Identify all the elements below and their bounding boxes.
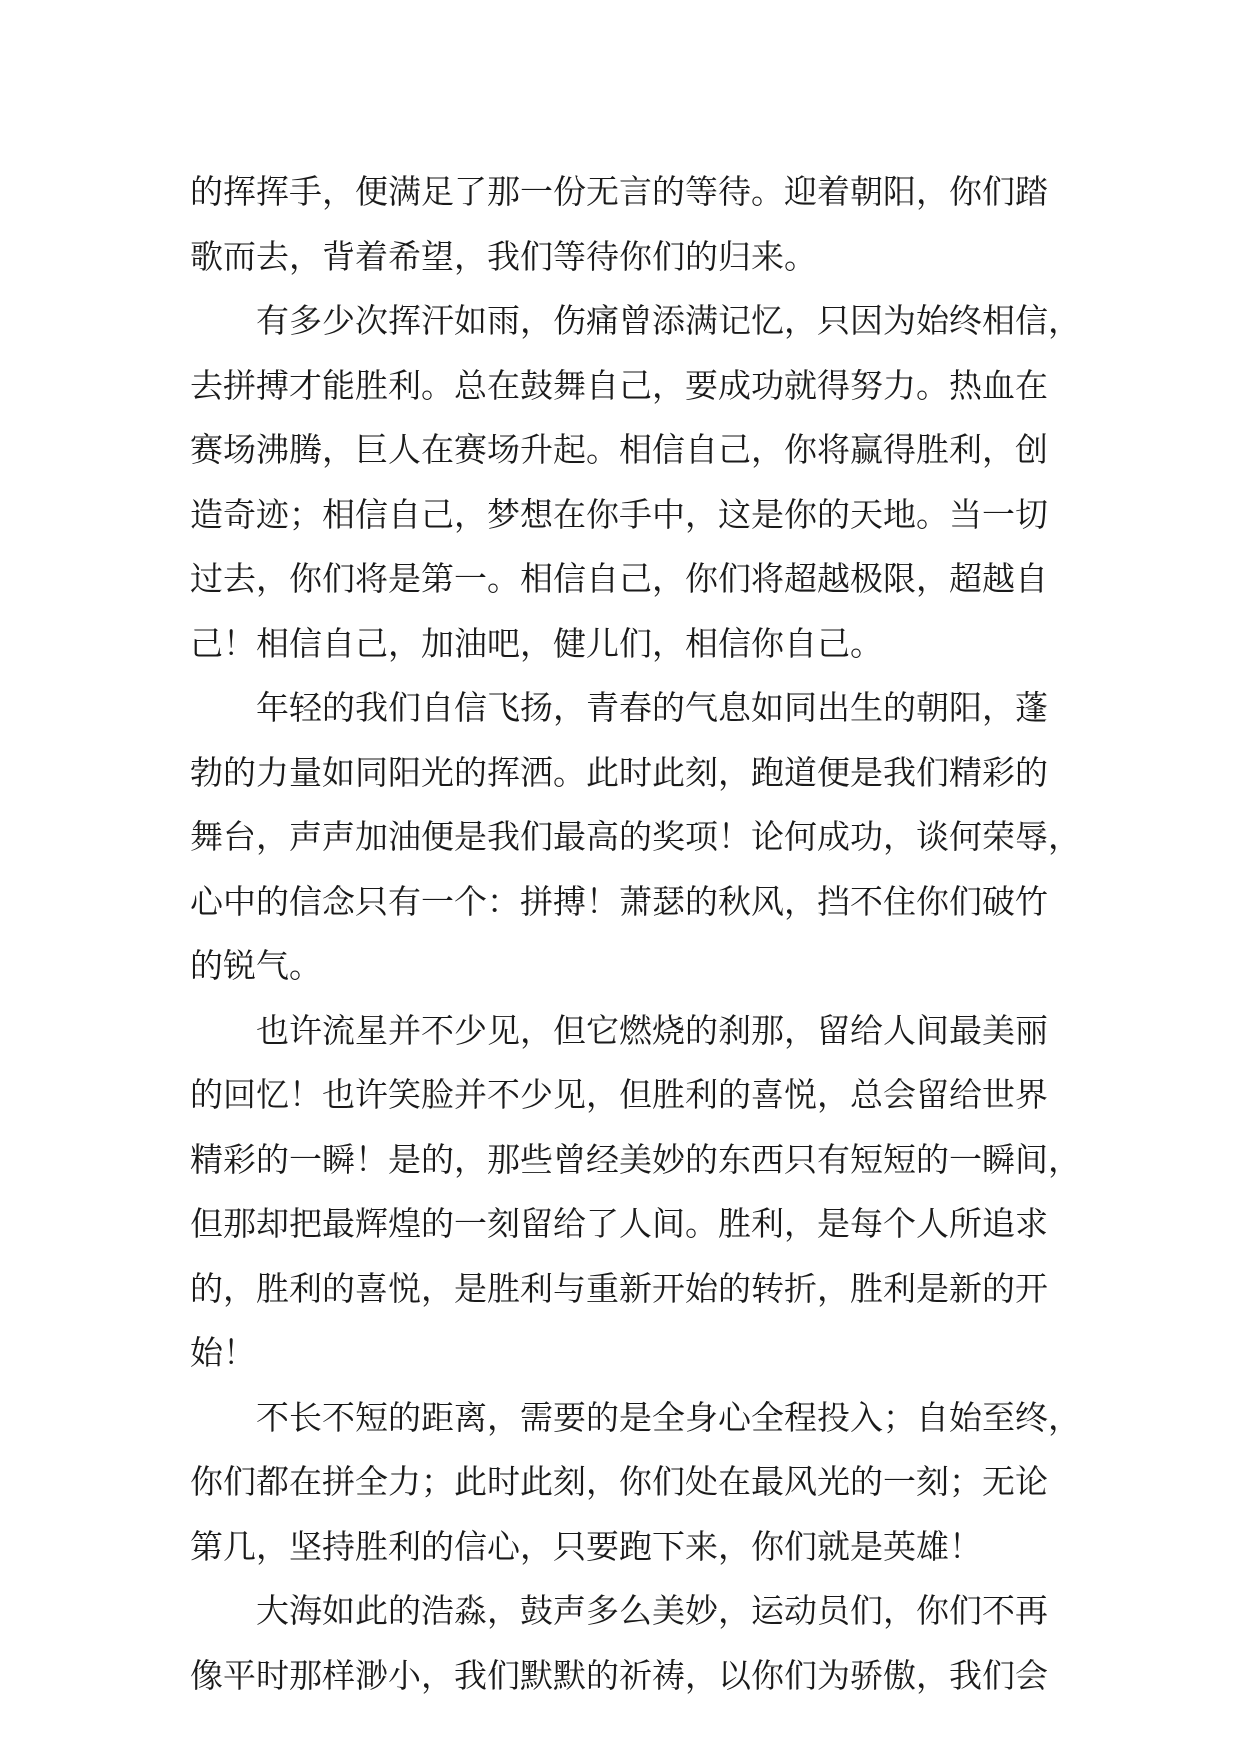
paragraph-4 xyxy=(190,999,1081,1386)
text-line: 的挥挥手，便满足了那一份无言的等待。迎着朝阳，你们踏 xyxy=(190,172,1048,211)
paragraph-1 xyxy=(190,160,1050,289)
text-line: 过去，你们将是第一。相信自己，你们将超越极限，超越自 xyxy=(190,559,1048,598)
text-line: 始！ xyxy=(190,1333,256,1372)
text-line: 赛场沸腾，巨人在赛场升起。相信自己，你将赢得胜利，创 xyxy=(190,430,1048,469)
text-line: 的，胜利的喜悦，是胜利与重新开始的转折，胜利是新的开 xyxy=(190,1268,1048,1308)
text-line: 歌而去，背着希望，我们等待你们的归来。 xyxy=(190,236,817,276)
text-line: 你们都在拼全力；此时此刻，你们处在最风光的一刻；无论 xyxy=(190,1462,1048,1501)
text-line: 年轻的我们自信飞扬，青春的气息如同出生的朝阳，蓬 xyxy=(256,688,1048,727)
text-line: 也许流星并不少见，但它燃烧的刹那，留给人间最美丽 xyxy=(256,1010,1048,1050)
text-line: 的锐气。 xyxy=(190,946,322,985)
text-line: 但那却把最辉煌的一刻留给了人间。胜利，是每个人所追求 xyxy=(190,1204,1048,1243)
paragraph-5 xyxy=(190,1386,1081,1580)
text-line: 的回忆！也许笑脸并不少见，但胜利的喜悦，总会留给世界 xyxy=(190,1075,1048,1114)
paragraph-3 xyxy=(190,676,1081,999)
text-line: 己！相信自己，加油吧，健儿们，相信你自己。 xyxy=(190,623,883,663)
text-line: 去拼搏才能胜利。总在鼓舞自己，要成功就得努力。热血在 xyxy=(190,365,1048,405)
text-line: 第几，坚持胜利的信心，只要跑下来，你们就是英雄！ xyxy=(190,1526,982,1566)
document-body xyxy=(190,160,1081,1708)
text-line: 精彩的一瞬！是的，那些曾经美妙的东西只有短短的一瞬间， xyxy=(190,1139,1081,1179)
text-line: 不长不短的距离，需要的是全身心全程投入；自始至终， xyxy=(256,1397,1081,1437)
text-line: 有多少次挥汗如雨，伤痛曾添满记忆，只因为始终相信， xyxy=(256,301,1081,340)
text-line: 大海如此的浩淼，鼓声多么美妙，运动员们，你们不再 xyxy=(256,1591,1048,1630)
text-line: 像平时那样渺小，我们默默的祈祷，以你们为骄傲，我们会 xyxy=(190,1655,1048,1695)
paragraph-2 xyxy=(190,289,1081,676)
text-line: 心中的信念只有一个：拼搏！萧瑟的秋风，挡不住你们破竹 xyxy=(190,881,1048,921)
text-line: 舞台，声声加油便是我们最高的奖项！论何成功，谈何荣辱， xyxy=(190,817,1081,856)
paragraph-6 xyxy=(190,1579,1050,1708)
text-line: 造奇迹；相信自己，梦想在你手中，这是你的天地。当一切 xyxy=(190,494,1048,534)
text-line: 勃的力量如同阳光的挥洒。此时此刻，跑道便是我们精彩的 xyxy=(190,752,1048,792)
